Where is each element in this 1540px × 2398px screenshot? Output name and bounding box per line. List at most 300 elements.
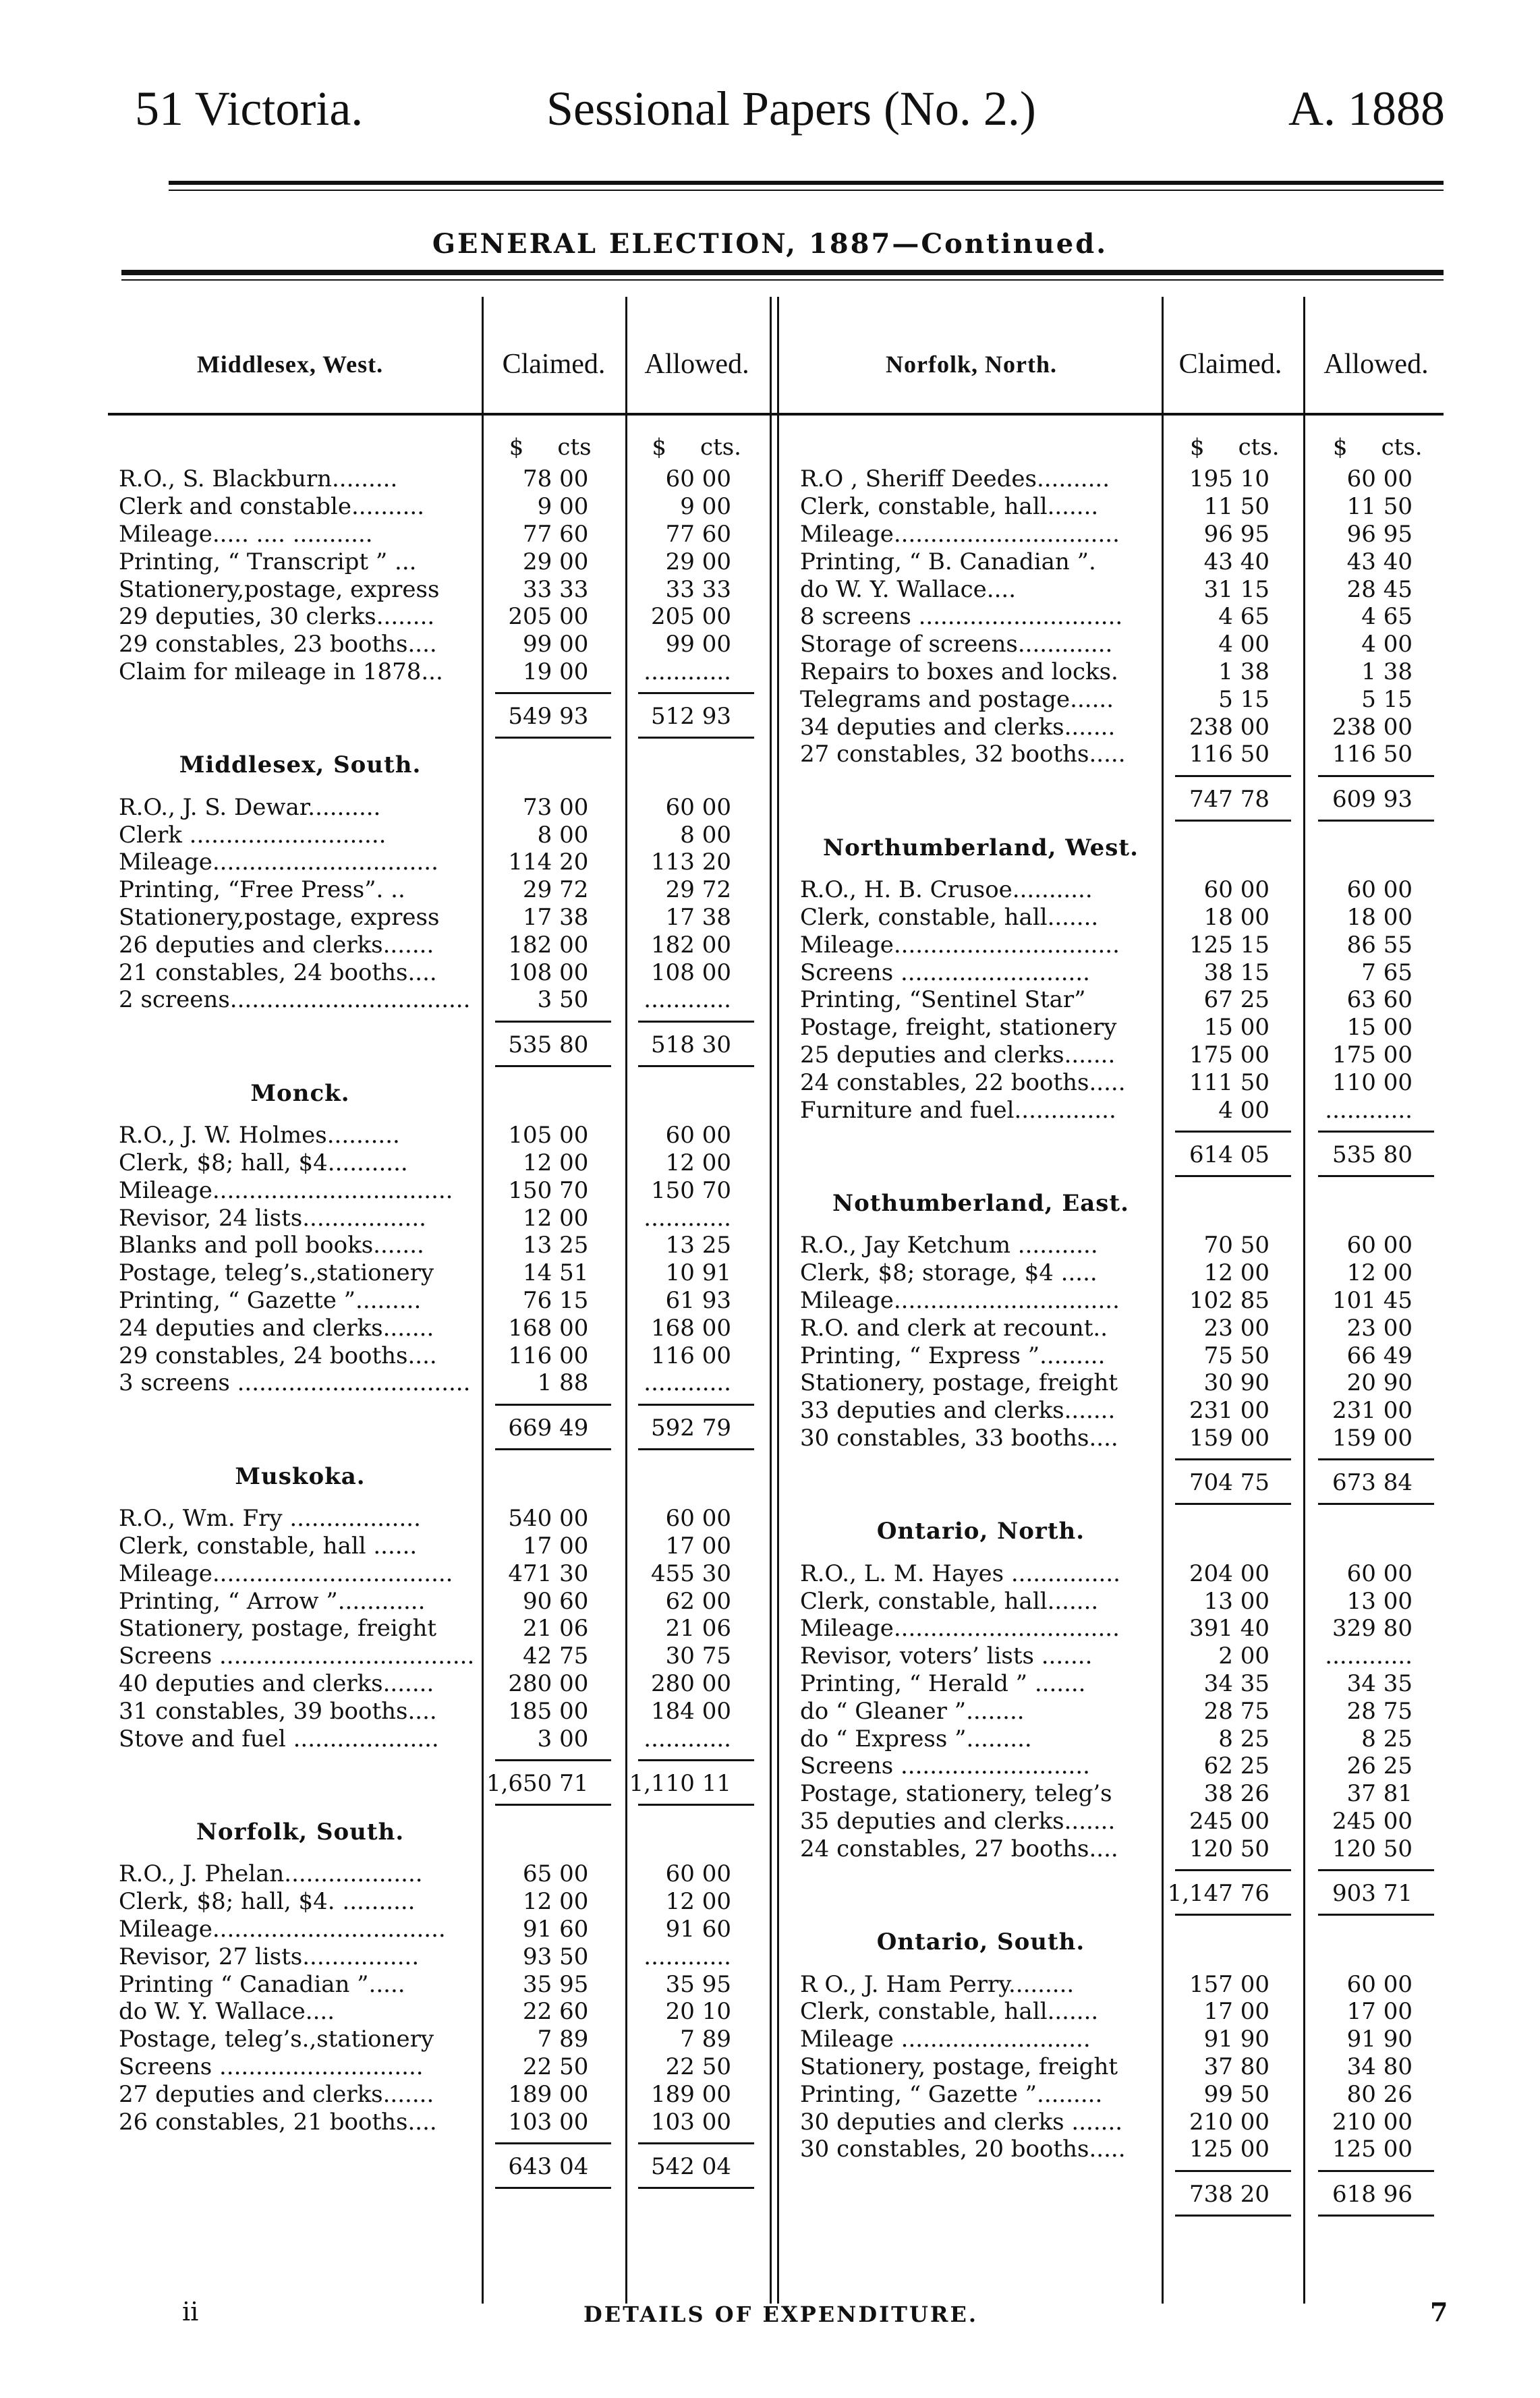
row-label: Stationery, postage, freight <box>800 1369 1118 1397</box>
row-label: 31 constables, 39 booths.... <box>119 1697 437 1725</box>
table-row <box>800 1725 1448 1752</box>
claimed-value: 2 00 <box>1218 1643 1270 1670</box>
claimed-value: 105 00 <box>508 1122 589 1149</box>
claimed-value: 78 00 <box>523 465 589 493</box>
row-label: 27 constables, 32 booths..... <box>800 741 1126 768</box>
allowed-value: 116 00 <box>651 1342 731 1369</box>
section-title: Nothumberland, East. <box>832 1190 1129 1217</box>
table-row <box>800 1397 1448 1425</box>
table-row <box>800 493 1448 521</box>
row-label: Revisor, 24 lists................. <box>119 1204 426 1232</box>
table-row <box>800 2108 1448 2136</box>
total-allowed: 673 84 <box>1332 1469 1413 1497</box>
row-label: Postage, teleg’s.,stationery <box>119 2026 434 2053</box>
header-center: Sessional Papers (No. 2.) <box>546 82 1036 136</box>
claimed-value: 159 00 <box>1189 1424 1270 1452</box>
allowed-value: 37 81 <box>1346 1780 1413 1808</box>
table-row <box>800 1259 1448 1287</box>
section-end-rule <box>495 1804 611 1806</box>
section-title: Muskoka. <box>235 1462 366 1490</box>
table-row <box>800 548 1448 575</box>
row-label: Printing, “ Arrow ”............ <box>119 1587 426 1615</box>
row-label: Postage, freight, stationery <box>800 1014 1117 1041</box>
section-title: Norfolk, South. <box>196 1819 405 1846</box>
allowed-value: 20 10 <box>665 1998 731 2026</box>
claimed-value: 157 00 <box>1189 1970 1270 1998</box>
claimed-value: 391 40 <box>1189 1615 1270 1643</box>
allowed-value: 30 75 <box>665 1643 731 1670</box>
row-label: 33 deputies and clerks....... <box>800 1397 1116 1425</box>
allowed-value: 182 00 <box>651 931 731 959</box>
table-row <box>800 1615 1448 1643</box>
claimed-value: 1 38 <box>1218 658 1270 685</box>
table-row <box>119 931 766 959</box>
total-claimed: 747 78 <box>1189 785 1270 813</box>
table-row <box>119 1204 766 1232</box>
left-region-header: Middlesex, West. <box>196 351 384 378</box>
allowed-value: 12 00 <box>1346 1259 1413 1287</box>
table-row <box>800 904 1448 932</box>
claimed-value: 43 40 <box>1203 548 1270 575</box>
row-label: Revisor, 27 lists................ <box>119 1943 420 1970</box>
table-row <box>119 2053 766 2081</box>
table-row <box>119 575 766 603</box>
row-label: Stove and fuel .................... <box>119 1725 439 1752</box>
row-label: Mileage............................... <box>800 931 1120 959</box>
allowed-value: 60 00 <box>1346 876 1413 904</box>
claimed-value: 19 00 <box>523 658 589 685</box>
total-rule <box>495 1759 611 1761</box>
total-claimed: 669 49 <box>508 1414 589 1441</box>
table-row <box>119 986 766 1014</box>
table-row <box>800 1342 1448 1369</box>
row-label: 25 deputies and clerks....... <box>800 1041 1116 1068</box>
claimed-value: 67 25 <box>1203 986 1270 1014</box>
row-label: Printing, “ Express ”......... <box>800 1342 1106 1369</box>
table-row <box>119 521 766 548</box>
table-row <box>119 1505 766 1533</box>
table-row <box>119 1916 766 1943</box>
table-row <box>800 1314 1448 1342</box>
claimed-value: 14 51 <box>523 1259 589 1287</box>
row-label: Clerk and constable.......... <box>119 493 425 521</box>
row-label: Printing, “ Transcript ” ... <box>119 548 417 575</box>
claimed-value: 114 20 <box>508 849 589 876</box>
allowed-value: 205 00 <box>651 603 731 631</box>
claimed-value: 12 00 <box>523 1888 589 1916</box>
allowed-units <box>623 432 766 463</box>
table-row <box>119 465 766 493</box>
total-allowed: 609 93 <box>1332 785 1413 813</box>
claimed-value: 12 00 <box>523 1149 589 1176</box>
claimed-value: 37 80 <box>1203 2053 1270 2080</box>
total-claimed: 614 05 <box>1189 1141 1270 1168</box>
table-row <box>800 1998 1448 2026</box>
allowed-value: 12 00 <box>665 1149 731 1176</box>
table-row <box>119 904 766 932</box>
row-label: 8 screens ............................ <box>800 603 1123 631</box>
dollar-sign: $ <box>1333 434 1348 461</box>
row-label: R.O. and clerk at recount.. <box>800 1314 1108 1342</box>
table-row <box>800 876 1448 904</box>
allowed-value: 159 00 <box>1332 1424 1413 1452</box>
claimed-value: 18 00 <box>1203 903 1270 931</box>
row-label: 3 screens ................................ <box>119 1369 471 1397</box>
row-label: Printing, “ Gazette ”......... <box>119 1286 422 1314</box>
table-row <box>119 548 766 575</box>
allowed-value: ............ <box>644 658 731 685</box>
claimed-value: 280 00 <box>508 1669 589 1697</box>
allowed-value: 60 00 <box>665 793 731 821</box>
row-label: 35 deputies and clerks....... <box>800 1807 1116 1835</box>
claimed-value: 60 00 <box>1203 876 1270 904</box>
table-row <box>119 658 766 686</box>
row-label: 24 deputies and clerks....... <box>119 1314 434 1342</box>
allowed-value: 125 00 <box>1332 2136 1413 2163</box>
table-row <box>119 1670 766 1698</box>
dollar-sign: $ <box>1190 434 1205 461</box>
row-label: Printing, “Free Press”. .. <box>119 876 405 904</box>
table-row <box>119 1860 766 1888</box>
total-claimed: 1,147 76 <box>1167 1880 1270 1908</box>
claimed-value: 22 60 <box>523 1998 589 2026</box>
claimed-units <box>1162 432 1305 463</box>
row-label: Printing, “ B. Canadian ”. <box>800 548 1096 575</box>
row-label: Clerk, $8; hall, $4........... <box>119 1149 408 1176</box>
total-claimed: 738 20 <box>1189 2180 1270 2208</box>
table-row <box>119 1232 766 1259</box>
allowed-value: 26 25 <box>1346 1752 1413 1780</box>
row-label: Printing, “Sentinel Star” <box>800 986 1086 1014</box>
total-claimed: 535 80 <box>508 1031 589 1058</box>
dollar-sign: $ <box>509 434 524 461</box>
table-row <box>800 986 1448 1014</box>
claimed-value: 182 00 <box>508 931 589 959</box>
allowed-value: 103 00 <box>651 2108 731 2136</box>
claimed-value: 23 00 <box>1203 1314 1270 1342</box>
total-row <box>119 2145 766 2188</box>
claimed-value: 4 00 <box>1218 1096 1270 1124</box>
claimed-value: 90 60 <box>523 1587 589 1615</box>
allowed-value: 20 90 <box>1346 1369 1413 1397</box>
right-claimed-header: Claimed. <box>1178 349 1282 380</box>
table-row <box>119 1998 766 2026</box>
row-label: do W. Y. Wallace.... <box>119 1998 335 2026</box>
row-label: Clerk, constable, hall....... <box>800 903 1099 931</box>
cents-label: cts. <box>1238 434 1280 461</box>
claimed-value: 15 00 <box>1203 1014 1270 1041</box>
table-row <box>119 1587 766 1615</box>
row-label: do W. Y. Wallace.... <box>800 575 1017 603</box>
table-row <box>800 1697 1448 1725</box>
table-row <box>119 1560 766 1587</box>
row-label: R.O., J. W. Holmes.......... <box>119 1122 400 1149</box>
section-end-rule <box>1318 1914 1434 1916</box>
allowed-value: 60 00 <box>665 1860 731 1888</box>
table-row <box>800 1808 1448 1835</box>
claimed-value: 231 00 <box>1189 1397 1270 1425</box>
allowed-value: 231 00 <box>1332 1397 1413 1425</box>
total-rule <box>1175 1458 1291 1460</box>
row-label: Screens ............................ <box>119 2053 424 2080</box>
total-allowed: 1,110 11 <box>629 1770 731 1797</box>
table-row <box>800 603 1448 631</box>
allowed-value: 4 65 <box>1361 603 1413 631</box>
row-label: do “ Gleaner ”........ <box>800 1697 1025 1725</box>
table-row <box>800 1670 1448 1698</box>
row-label: 24 constables, 22 booths..... <box>800 1068 1126 1096</box>
section-end-rule <box>1318 820 1434 822</box>
table-row <box>119 1643 766 1670</box>
table-row <box>800 1587 1448 1615</box>
allowed-value: 60 00 <box>665 1122 731 1149</box>
table-row <box>800 658 1448 686</box>
table-row <box>800 575 1448 603</box>
table-row <box>800 959 1448 986</box>
total-rule <box>1318 1131 1434 1133</box>
row-label: Printing, “ Herald ” ....... <box>800 1669 1086 1697</box>
claimed-value: 103 00 <box>508 2108 589 2136</box>
claimed-value: 34 35 <box>1203 1669 1270 1697</box>
money-units-row <box>800 432 1448 463</box>
row-label: Mileage............................... <box>119 849 438 876</box>
total-rule <box>1175 2170 1291 2172</box>
claimed-value: 195 10 <box>1189 465 1270 493</box>
total-rule <box>1318 775 1434 777</box>
left-allowed-header: Allowed. <box>644 349 749 380</box>
allowed-value: 28 45 <box>1346 575 1413 603</box>
claimed-value: 125 00 <box>1189 2136 1270 2163</box>
section-end-rule <box>495 1065 611 1067</box>
allowed-value: ............ <box>1325 1096 1413 1124</box>
total-claimed: 704 75 <box>1189 1469 1270 1497</box>
table-row <box>800 1369 1448 1397</box>
claimed-value: 33 33 <box>523 575 589 603</box>
table-row <box>119 631 766 658</box>
row-label: Postage, teleg’s.,stationery <box>119 1259 434 1287</box>
cents-label: cts <box>557 434 592 461</box>
allowed-value: 4 00 <box>1361 631 1413 658</box>
claimed-value: 38 26 <box>1203 1780 1270 1808</box>
allowed-value: 9 00 <box>680 493 731 521</box>
claimed-value: 210 00 <box>1189 2108 1270 2136</box>
row-label: 34 deputies and clerks....... <box>800 713 1116 741</box>
row-label: Telegrams and postage...... <box>800 685 1114 713</box>
allowed-value: 77 60 <box>665 520 731 548</box>
total-allowed: 542 04 <box>651 2153 731 2180</box>
claimed-value: 12 00 <box>523 1204 589 1232</box>
allowed-value: 455 30 <box>651 1560 731 1587</box>
table-row <box>800 931 1448 959</box>
total-row <box>800 778 1448 821</box>
table-row <box>119 876 766 904</box>
section-end-rule <box>638 1065 754 1067</box>
claimed-value: 5 15 <box>1218 685 1270 713</box>
section-end-rule <box>1175 820 1291 822</box>
table-row <box>800 713 1448 741</box>
row-label: Repairs to boxes and locks. <box>800 658 1118 685</box>
allowed-value: ............ <box>644 1943 731 1970</box>
claimed-value: 4 65 <box>1218 603 1270 631</box>
table-row <box>119 849 766 876</box>
row-label: Screens .......................... <box>800 1752 1090 1780</box>
left-claimed-header: Claimed. <box>502 349 606 380</box>
row-label: 30 deputies and clerks ....... <box>800 2108 1123 2136</box>
row-label: Screens ................................... <box>119 1643 475 1670</box>
table-row <box>800 741 1448 768</box>
header-right: A. 1888 <box>1288 82 1445 136</box>
row-label: Stationery, postage, freight <box>119 1615 437 1643</box>
total-allowed: 903 71 <box>1332 1880 1413 1908</box>
allowed-value: 1 38 <box>1361 658 1413 685</box>
total-allowed: 512 93 <box>651 703 731 731</box>
allowed-value: 60 00 <box>1346 1232 1413 1259</box>
row-label: Stationery,postage, express <box>119 575 440 603</box>
section-end-rule <box>1175 1175 1291 1177</box>
money-units-row <box>119 432 766 463</box>
claimed-value: 17 00 <box>523 1532 589 1560</box>
row-label: Clerk, constable, hall....... <box>800 1587 1099 1615</box>
vrule-4 <box>777 297 779 2304</box>
claimed-units <box>481 432 624 463</box>
allowed-value: 17 00 <box>1346 1998 1413 2026</box>
cents-label: cts. <box>1381 434 1423 461</box>
claimed-value: 8 25 <box>1218 1725 1270 1752</box>
total-claimed: 1,650 71 <box>486 1770 589 1797</box>
claimed-value: 93 50 <box>523 1943 589 1970</box>
claimed-value: 42 75 <box>523 1643 589 1670</box>
allowed-value: 189 00 <box>651 2080 731 2108</box>
table-row <box>800 2080 1448 2108</box>
table-row <box>119 1888 766 1916</box>
allowed-value: 8 25 <box>1361 1725 1413 1752</box>
allowed-value: 5 15 <box>1361 685 1413 713</box>
row-label: R O., J. Ham Perry......... <box>800 1970 1075 1998</box>
allowed-value: 60 00 <box>1346 465 1413 493</box>
claimed-value: 91 90 <box>1203 2026 1270 2053</box>
claimed-value: 204 00 <box>1189 1560 1270 1587</box>
claimed-value: 7 89 <box>537 2026 589 2053</box>
total-rule <box>1318 2170 1434 2172</box>
allowed-value: 80 26 <box>1346 2080 1413 2108</box>
row-label: 30 constables, 20 booths..... <box>800 2136 1126 2163</box>
table-row <box>800 1014 1448 1041</box>
claimed-value: 38 15 <box>1203 959 1270 986</box>
claimed-value: 245 00 <box>1189 1807 1270 1835</box>
total-allowed: 618 96 <box>1332 2180 1413 2208</box>
total-rule <box>1175 1869 1291 1871</box>
table-row <box>800 1752 1448 1780</box>
total-row <box>119 1406 766 1450</box>
total-allowed: 518 30 <box>651 1031 731 1058</box>
claimed-value: 11 50 <box>1203 493 1270 521</box>
allowed-value: 10 91 <box>665 1259 731 1287</box>
allowed-value: 329 80 <box>1332 1615 1413 1643</box>
row-label: Mileage..... .... ........... <box>119 520 373 548</box>
section-end-rule <box>1318 2215 1434 2217</box>
header-rule-thick <box>169 181 1444 185</box>
claimed-value: 168 00 <box>508 1314 589 1342</box>
allowed-value: 168 00 <box>651 1314 731 1342</box>
allowed-value: 21 06 <box>665 1615 731 1643</box>
total-rule <box>638 1404 754 1406</box>
allowed-units <box>1305 432 1448 463</box>
row-label: 29 deputies, 30 clerks........ <box>119 603 435 631</box>
row-label: R.O., J. Phelan................... <box>119 1860 423 1888</box>
claimed-value: 120 50 <box>1189 1835 1270 1862</box>
total-row <box>800 2173 1448 2216</box>
page-title: GENERAL ELECTION, 1887—Continued. <box>432 228 1108 260</box>
table-row <box>800 465 1448 493</box>
allowed-value: 34 80 <box>1346 2053 1413 2080</box>
row-label: 27 deputies and clerks....... <box>119 2080 434 2108</box>
table-row <box>800 1232 1448 1259</box>
table-row <box>119 959 766 986</box>
claimed-value: 12 00 <box>1203 1259 1270 1287</box>
row-label: Revisor, voters’ lists ....... <box>800 1643 1093 1670</box>
total-rule <box>638 1759 754 1761</box>
allowed-value: 91 90 <box>1346 2026 1413 2053</box>
table-row <box>800 1643 1448 1670</box>
allowed-value: 11 50 <box>1346 493 1413 521</box>
right-region-header: Norfolk, North. <box>886 351 1057 378</box>
table-row <box>119 1176 766 1204</box>
allowed-value: 60 00 <box>1346 1560 1413 1587</box>
claimed-value: 175 00 <box>1189 1041 1270 1068</box>
row-label: do “ Express ”......... <box>800 1725 1032 1752</box>
claimed-value: 96 95 <box>1203 520 1270 548</box>
table-row <box>119 1697 766 1725</box>
table-row <box>800 2136 1448 2163</box>
table-row <box>119 2080 766 2108</box>
allowed-value: ............ <box>644 1204 731 1232</box>
section-end-rule <box>1175 2215 1291 2217</box>
header-underline <box>108 413 1444 416</box>
claimed-value: 471 30 <box>508 1560 589 1587</box>
table-row <box>119 2026 766 2053</box>
row-label: Mileage................................ <box>119 1915 446 1943</box>
allowed-value: 108 00 <box>651 959 731 986</box>
section-end-rule <box>1175 1914 1291 1916</box>
allowed-value: 34 35 <box>1346 1669 1413 1697</box>
row-label: Storage of screens............. <box>800 631 1113 658</box>
claimed-value: 4 00 <box>1218 631 1270 658</box>
table-row <box>119 1342 766 1369</box>
footer-right: 7 <box>1430 2297 1448 2327</box>
row-label: Mileage................................. <box>119 1560 453 1587</box>
table-row <box>119 821 766 849</box>
claimed-value: 75 50 <box>1203 1342 1270 1369</box>
header-rule-thin <box>169 190 1444 191</box>
row-label: Clerk, $8; hall, $4. .......... <box>119 1888 416 1916</box>
header-left: 51 Victoria. <box>135 82 364 136</box>
allowed-value: 29 00 <box>665 548 731 575</box>
table-row <box>119 1943 766 1970</box>
claimed-value: 1 88 <box>537 1369 589 1397</box>
allowed-value: 61 93 <box>665 1286 731 1314</box>
row-label: R.O., Jay Ketchum ........... <box>800 1232 1098 1259</box>
allowed-value: 18 00 <box>1346 903 1413 931</box>
allowed-value: 29 72 <box>665 876 731 904</box>
section-title: Northumberland, West. <box>823 834 1139 861</box>
section-title: Middlesex, South. <box>179 751 422 779</box>
table-row <box>800 521 1448 548</box>
row-label: Mileage............................... <box>800 1286 1120 1314</box>
claimed-value: 116 00 <box>508 1342 589 1369</box>
claimed-value: 30 90 <box>1203 1369 1270 1397</box>
table-row <box>119 2108 766 2136</box>
allowed-value: 7 65 <box>1361 959 1413 986</box>
